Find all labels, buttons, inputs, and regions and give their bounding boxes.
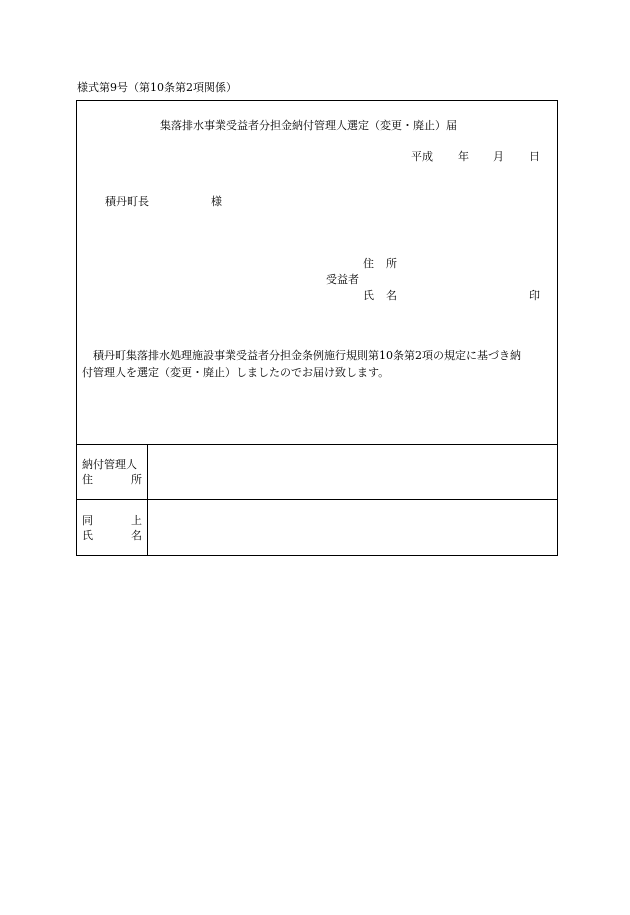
row2-label-same-1: 同 (82, 514, 93, 527)
row2-label-same (82, 515, 142, 526)
body-text-line-1: 積丹町集落排水処理施設事業受益者分担金条例施行規則第10条第2項の規定に基づき納 (93, 349, 521, 362)
date-year-label: 年 (458, 150, 469, 163)
row1-label-address-2: 所 (131, 473, 142, 486)
row2-value-field[interactable] (155, 521, 550, 533)
row2-label-name-1: 氏 (82, 529, 93, 542)
table-top-border (76, 444, 558, 445)
date-day-label: 日 (529, 150, 540, 163)
applicant-seal-mark: 印 (529, 289, 540, 302)
addressee-name: 積丹町長 (105, 195, 149, 208)
applicant-address-label-2: 所 (386, 257, 397, 270)
table-row-divider (76, 499, 558, 500)
date-month-label: 月 (493, 150, 504, 163)
table-column-divider (147, 444, 148, 556)
addressee-honorific: 様 (211, 195, 222, 208)
applicant-name-label-1: 氏 (363, 289, 374, 302)
date-era: 平成 (411, 150, 433, 163)
row1-label-address (82, 474, 142, 485)
row2-label-same-2: 上 (131, 514, 142, 527)
applicant-name-label-2: 名 (386, 289, 397, 302)
row1-label-address-1: 住 (82, 473, 93, 486)
form-frame (76, 100, 558, 556)
applicant-role-label: 受益者 (326, 273, 359, 286)
applicant-address-label-1: 住 (363, 257, 374, 270)
row2-label-name-2: 名 (131, 529, 142, 542)
row2-label-name (82, 530, 142, 541)
row1-value-field[interactable] (155, 466, 550, 478)
form-title: 集落排水事業受益者分担金納付管理人選定（変更・廃止）届 (160, 119, 457, 132)
row1-label-agent: 納付管理人 (82, 458, 137, 471)
form-number-header: 様式第9号（第10条第2項関係） (77, 81, 237, 94)
body-text-line-2: 付管理人を選定（変更・廃止）しましたのでお届け致します。 (82, 366, 390, 379)
